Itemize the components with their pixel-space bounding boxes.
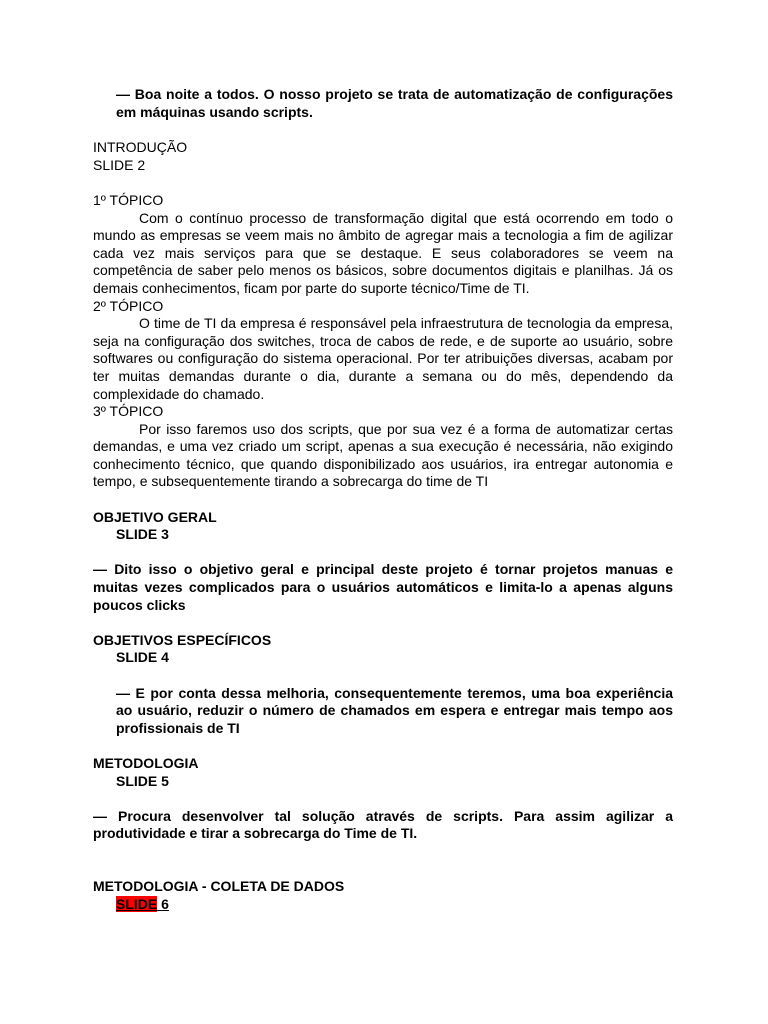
intro-slide: SLIDE 2 — [93, 156, 146, 173]
metodologia-text: — Procura desenvolver tal solução através de scripts. Para assim agilizar a produtividade e tirar a sobrecarga do Time de TI. — [93, 807, 673, 842]
objetivo-geral-slide: SLIDE 3 — [116, 526, 169, 543]
topic-3-heading: 3º TÓPICO — [93, 403, 164, 420]
objetivo-geral-text: — Dito isso o objetivo geral e principal deste projeto é tornar projetos manuas e muitas vezes complicados para o usuários automáticos e limita-lo a apenas alguns poucos clicks — [93, 561, 673, 613]
objetivos-especificos-heading: OBJETIVOS ESPECÍFICOS — [93, 631, 272, 648]
metodologia-heading: METODOLOGIA — [93, 754, 199, 771]
objetivos-especificos-slide: SLIDE 4 — [116, 649, 169, 666]
topic-2-heading: 2º TÓPICO — [93, 297, 164, 314]
document-page — [93, 86, 673, 913]
coleta-slide — [93, 896, 673, 914]
intro-heading: INTRODUÇÃO — [93, 139, 188, 156]
coleta-slide-word: SLIDE — [116, 895, 158, 912]
topic-2-text: O time de TI da empresa é responsável pela infraestrutura de tecnologia da empresa, seja na configuração dos switches, troca de cabos de rede, e de suporte ao usuário, sobre softwares ou configuração do sistema operacional. Por ter atribuições diversas, acabam por ter muitas demandas durante o dia, durante a semana ou do mês, dependendo da complexidade do chamado. — [93, 315, 673, 402]
coleta-slide-number: 6 — [161, 895, 169, 912]
metodologia-slide: SLIDE 5 — [116, 772, 169, 789]
objetivos-especificos-text: — E por conta dessa melhoria, consequentemente teremos, uma boa experiência ao usuário, reduzir o número de chamados em espera e entregar mais tempo aos profissionais de TI — [116, 684, 673, 736]
intro-speech: — Boa noite a todos. O nosso projeto se trata de automatização de configurações em máquinas usando scripts. — [116, 86, 673, 120]
objetivo-geral-heading: OBJETIVO GERAL — [93, 508, 217, 525]
coleta-heading: METODOLOGIA - COLETA DE DADOS — [93, 878, 345, 895]
topic-3-text: Por isso faremos uso dos scripts, que por sua vez é a forma de automatizar certas demandas, e uma vez criado um script, apenas a sua execução é necessária, não exigindo conhecimento técnico, que quando disponibilizado aos usuários, ira entregar autonomia e tempo, e subsequentemente tirando a sobrecarga do time de TI — [93, 420, 673, 490]
topic-1-text: Com o contínuo processo de transformação digital que está ocorrendo em todo o mundo as empresas se veem mais no âmbito de agregar mais a tecnologia a fim de agilizar cada vez mais serviços para que se destaque. E seus colaboradores se veem na competência de saber pelo menos os básicos, sobre documentos digitais e planilhas. Já os demais conhecimentos, ficam por parte do suporte técnico/Time de TI. — [93, 209, 673, 296]
topic-1-heading: 1º TÓPICO — [93, 191, 164, 208]
